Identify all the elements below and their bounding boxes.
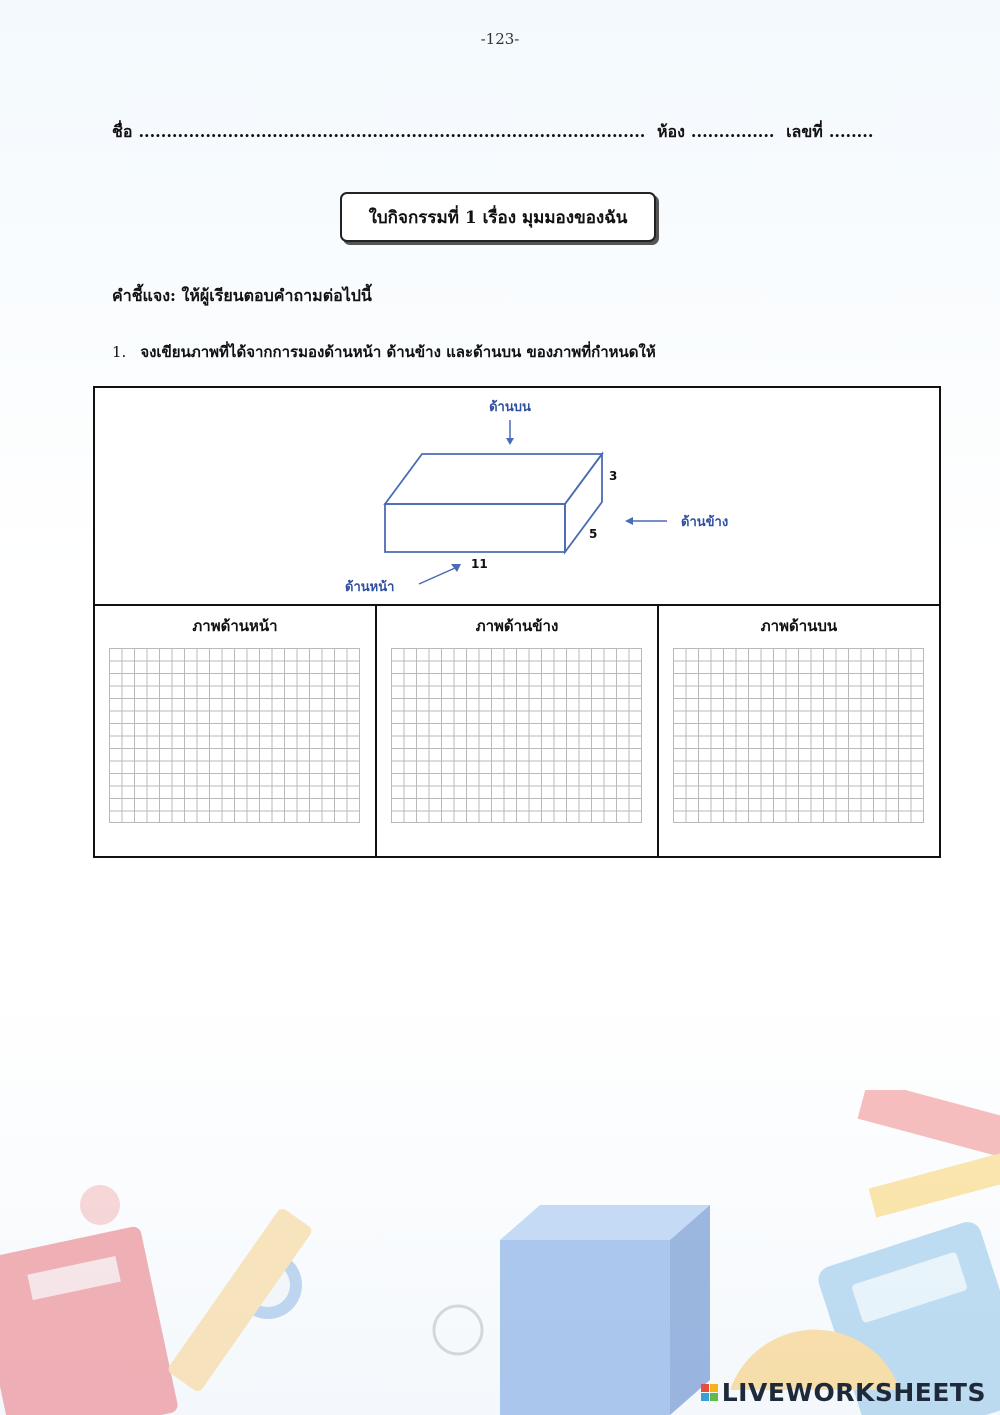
- side-view-label: ด้านข้าง: [681, 515, 729, 530]
- ruler-icon: [858, 1090, 1000, 1218]
- top-view-label: ด้านบน: [489, 400, 531, 415]
- brand-name: LIVEWORKSHEETS: [721, 1378, 986, 1407]
- side-arrowhead-icon: [625, 517, 633, 525]
- room-label: ห้อง: [656, 122, 685, 141]
- student-info-line: [112, 120, 882, 145]
- figure-table: [93, 386, 941, 858]
- front-view-label: ด้านหน้า: [345, 580, 395, 595]
- top-arrowhead-icon: [506, 438, 514, 445]
- top-view-grid[interactable]: [673, 648, 924, 823]
- dimension-height: 3: [609, 469, 618, 483]
- room-field[interactable]: ...............: [690, 122, 775, 141]
- dimension-length: 11: [471, 557, 488, 571]
- notebook-icon: [0, 1225, 179, 1415]
- prism-shape: [385, 454, 602, 552]
- rectangular-prism-figure: [95, 388, 939, 604]
- front-arrowhead-icon: [451, 564, 461, 572]
- question-1: [112, 340, 656, 364]
- name-label: ชื่อ: [112, 122, 133, 141]
- brand-watermark: [701, 1378, 986, 1407]
- front-view-grid[interactable]: [109, 648, 360, 823]
- question-text: จงเขียนภาพที่ได้จากการมองด้านหน้า ด้านข้าง และด้านบน ของภาพที่กำหนดให้: [140, 343, 656, 361]
- prism-figure-cell: [95, 388, 939, 606]
- top-view-cell: [659, 606, 939, 856]
- name-field[interactable]: ...........................................................................................: [138, 122, 646, 141]
- side-view-heading: ภาพด้านข้าง: [475, 617, 559, 635]
- front-arrow-icon: [419, 568, 455, 584]
- number-label: เลขที่: [786, 122, 823, 141]
- page-number: -123-: [480, 30, 520, 48]
- dimension-depth: 5: [589, 527, 598, 541]
- side-view-cell: [377, 606, 659, 856]
- sticker-icon: [80, 1185, 120, 1225]
- side-view-grid[interactable]: [391, 648, 642, 823]
- instruction-text: คำชี้แจง: ให้ผู้เรียนตอบคำถามต่อไปนี้: [112, 286, 372, 305]
- front-view-cell: [95, 606, 377, 856]
- top-view-heading: ภาพด้านบน: [760, 617, 838, 635]
- cube-icon: [500, 1240, 670, 1415]
- worksheet-title: ใบกิจกรรมที่ 1 เรื่อง มุมมองของฉัน: [340, 192, 656, 242]
- question-number: 1.: [112, 343, 127, 361]
- stationery-decoration: [0, 1090, 1000, 1415]
- brand-logo-icon: [701, 1384, 718, 1401]
- number-field[interactable]: ........: [828, 122, 874, 141]
- front-view-heading: ภาพด้านหน้า: [192, 617, 278, 635]
- clock-icon: [434, 1306, 482, 1354]
